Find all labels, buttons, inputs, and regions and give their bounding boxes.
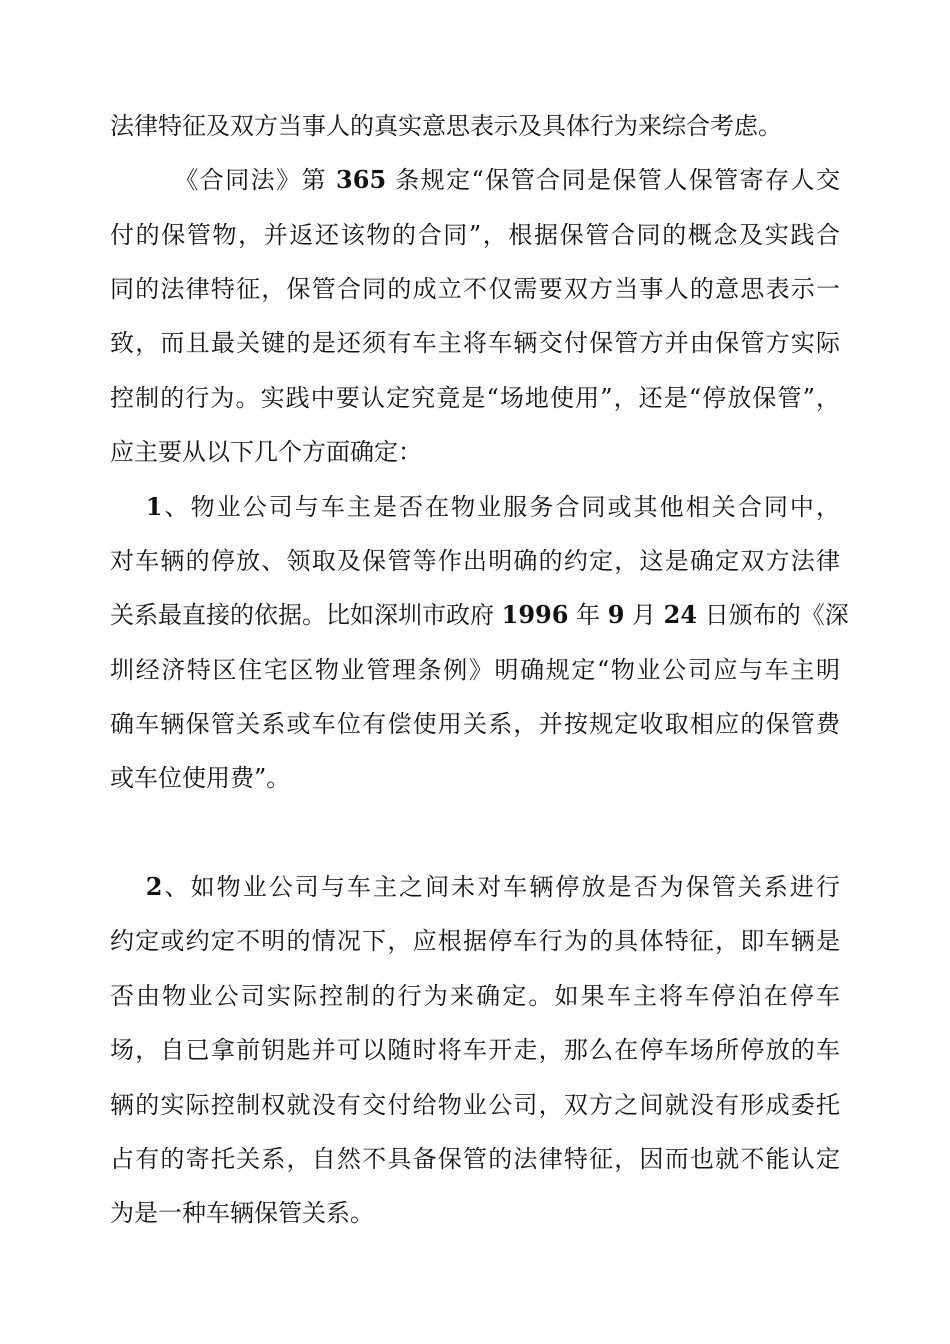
text-line-8: 1、物业公司与车主是否在物业服务合同或其他相关合同中， (145, 492, 840, 521)
text-line-19: 占有的寄托关系，自然不具备保管的法律特征，因而也就不能认定 (110, 1145, 840, 1173)
text-line-3: 付的保管物，并返还该物的合同”，根据保管合同的概念及实践合 (110, 221, 840, 249)
text-line-15: 约定或约定不明的情况下，应根据停车行为的具体特征，即车辆是 (110, 927, 840, 955)
text-line-10: 关系最直接的依据。比如深圳市政府 1996 年 9 月 24 日颁布的《深 (110, 600, 849, 629)
text-line-9: 对车辆的停放、领取及保管等作出明确的约定，这是确定双方法律 (110, 547, 840, 575)
text-line-2: 《合同法》第 365 条规定“保管合同是保管人保管寄存人交 (110, 165, 840, 194)
text-line-7: 应主要从以下几个方面确定： (110, 438, 422, 466)
text-line-11: 圳经济特区住宅区物业管理条例》明确规定“物业公司应与车主明 (110, 656, 840, 684)
text-line-4: 同的法律特征，保管合同的成立不仅需要双方当事人的意思表示一 (110, 275, 840, 303)
text-line-12: 确车辆保管关系或车位有偿使用关系，并按规定收取相应的保管费 (110, 710, 840, 738)
text-line-1: 法律特征及双方当事人的真实意思表示及具体行为来综合考虑。 (110, 112, 782, 140)
text-line-6: 控制的行为。实践中要认定究竟是“场地使用”，还是“停放保管”， (110, 384, 840, 412)
text-line-16: 否由物业公司实际控制的行为来确定。如果车主将车停泊在停车 (110, 982, 840, 1010)
text-line-5: 致，而且最关键的是还须有车主将车辆交付保管方并由保管方实际 (110, 329, 840, 357)
text-line-18: 辆的实际控制权就没有交付给物业公司，双方之间就没有形成委托 (110, 1091, 840, 1119)
text-line-14: 2、如物业公司与车主之间未对车辆停放是否为保管关系进行 (145, 872, 840, 901)
text-line-13: 或车位使用费”。 (110, 764, 291, 792)
text-line-20: 为是一种车辆保管关系。 (110, 1199, 374, 1227)
text-line-17: 场，自已拿前钥匙并可以随时将车开走，那么在停车场所停放的车 (110, 1036, 840, 1064)
